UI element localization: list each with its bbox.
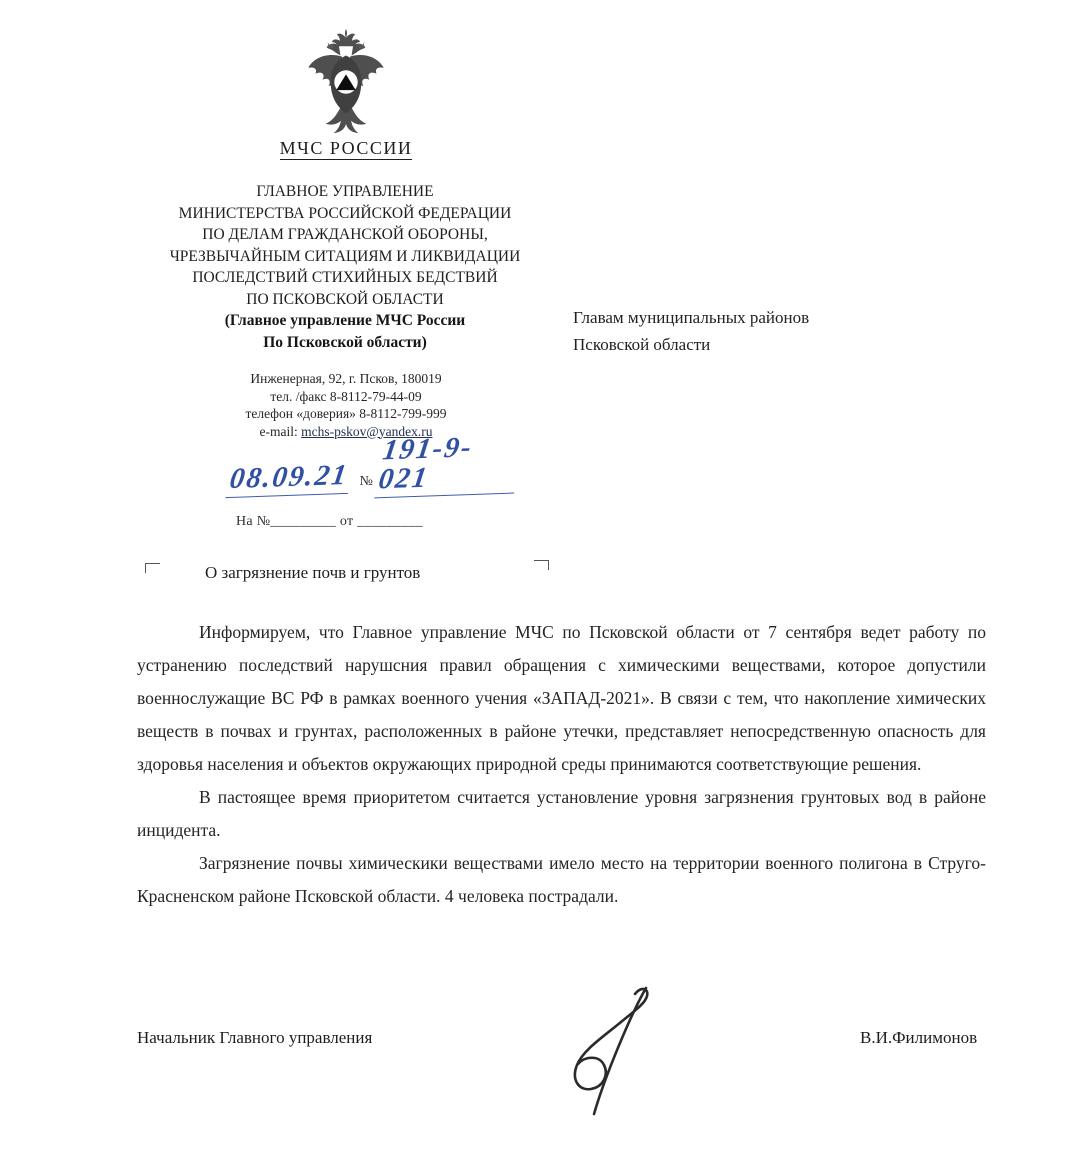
- addressee-block: [573, 304, 993, 358]
- org-paren-line: По Псковской области): [263, 333, 427, 351]
- body-paragraph: В пастоящее время приоритетом считается установление уровня загрязнения грунтовых вод в районе инцидента.: [137, 787, 986, 840]
- org-paren-line: (Главное управление МЧС России: [224, 312, 466, 329]
- org-name-line: ПО ДЕЛАМ ГРАЖДАНСКОЙ ОБОРОНЫ,: [202, 226, 488, 243]
- org-contact-block: [120, 370, 572, 440]
- org-short-title-text: МЧС РОССИИ: [279, 138, 413, 158]
- org-name-line: ПОСЛЕДСТВИЙ СТИХИЙНЫХ БЕДСТВИЙ: [192, 269, 498, 286]
- signer-name: В.И.Филимонов: [860, 1028, 978, 1047]
- signer-position-title: Начальник Главного управления: [137, 1028, 373, 1047]
- mchs-double-headed-eagle-emblem-icon: [300, 28, 392, 134]
- handwritten-number: 191-9-021: [374, 432, 523, 499]
- org-name-line: ГЛАВНОЕ УПРАВЛЕНИЕ: [256, 183, 434, 200]
- letter-body: [137, 616, 986, 913]
- addressee-line: Главам муниципальных районов: [573, 308, 810, 327]
- email-link[interactable]: mchs-pskov@yandex.ru: [301, 423, 433, 439]
- org-name-line: ПО ПСКОВСКОЙ ОБЛАСТИ: [246, 290, 444, 308]
- number-sign: №: [359, 474, 373, 489]
- email-label: e-mail:: [259, 423, 298, 439]
- org-hotline-line: телефон «доверия» 8-8112-799-999: [245, 406, 447, 421]
- reply-blank: _________: [357, 514, 423, 529]
- org-paren-name: [95, 310, 595, 353]
- addressee-line: Псковской области: [573, 335, 711, 354]
- reply-reference-line: [236, 514, 423, 530]
- org-name-block: [95, 181, 595, 310]
- reply-blank: _________: [270, 514, 337, 529]
- reply-prefix: На №: [236, 514, 271, 529]
- corner-mark-left: [145, 563, 160, 573]
- org-phone-line: тел. /факс 8-8112-79-44-09: [270, 388, 422, 404]
- org-name-line: ЧРЕЗВЫЧАЙНЫМ СИТАЦИЯМ И ЛИКВИДАЦИИ: [169, 247, 521, 265]
- body-paragraph: Информируем, что Главное управление МЧС по Псковской области от 7 сентября ведет работу по устранению последствий нарушсния правил обращения с химическими веществами, которое допустили военнослужащие ВС РФ в рамках военного учения «ЗАПАД-2021». В связи с тем, что накопление химических веществ в почвах и грунтах, расположенных в районе утечки, представляет непосредственную опасность для здоровья населения и объектов окружающих природной среды принимаются соответствующие решения.: [137, 622, 986, 774]
- handwritten-date: 08.09.21: [225, 461, 352, 498]
- body-paragraph: Загрязнение почвы химическики веществами имело место на территории военного полигона в Струго-Красненском районе Псковской области. 4 человека пострадали.: [137, 853, 986, 906]
- org-short-title: [120, 138, 572, 159]
- subject-line: О загрязнение почв и грунтов: [205, 563, 421, 582]
- reply-from-label: от: [339, 514, 354, 529]
- handwritten-signature-icon: [553, 980, 668, 1120]
- org-name-line: МИНИСТЕРСТВА РОССИЙСКОЙ ФЕДЕРАЦИИ: [178, 204, 512, 222]
- org-address-line: Инженерная, 92, г. Псков, 180019: [250, 371, 442, 386]
